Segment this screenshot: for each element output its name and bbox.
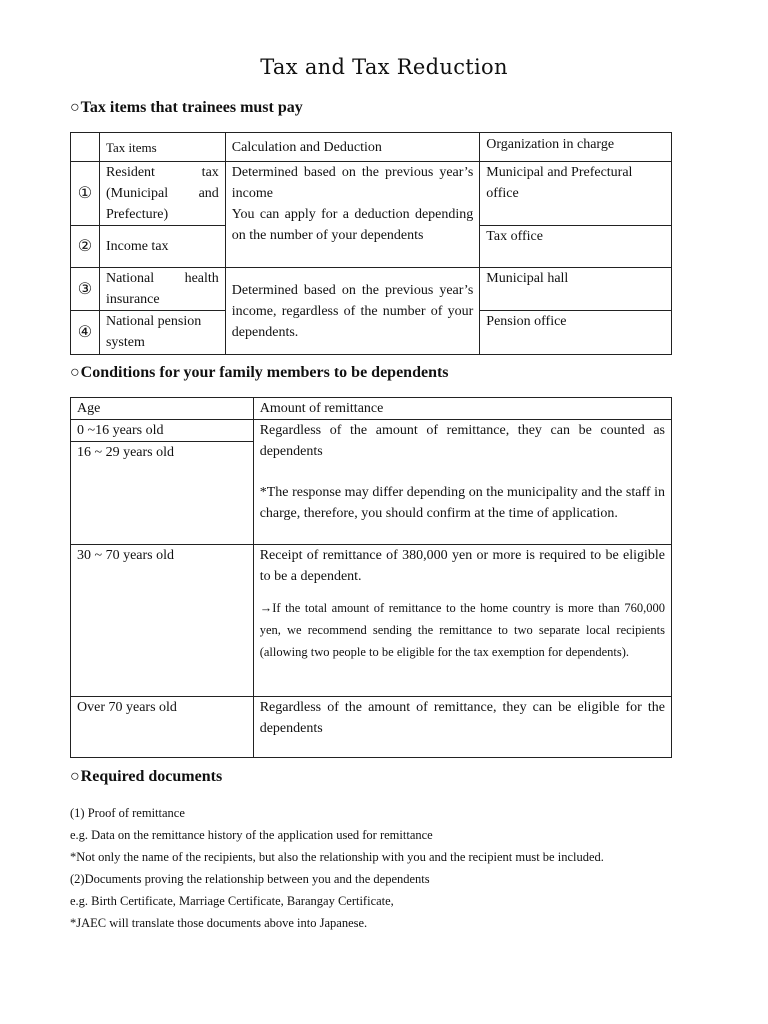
header-cell-empty xyxy=(71,133,100,162)
list-item: *JAEC will translate those documents above into Japanese. xyxy=(70,916,368,930)
header-cell-tax-items: Tax items xyxy=(99,133,225,162)
tax-item-cell: Income tax xyxy=(99,226,225,268)
organization-cell: Municipal hall xyxy=(480,268,672,311)
circle-bullet-icon: ○ xyxy=(70,364,80,381)
list-item: e.g. Data on the remittance history of the application used for remittance xyxy=(70,828,433,842)
header-cell-age: Age xyxy=(71,398,254,420)
header-cell-organization: Organization in charge xyxy=(480,133,672,162)
list-item: e.g. Birth Certificate, Marriage Certificate, Barangay Certificate, xyxy=(70,894,394,908)
organization-cell: Municipal and Prefectural office xyxy=(480,162,672,226)
circle-bullet-icon: ○ xyxy=(70,768,80,785)
list-item: (2)Documents proving the relationship between you and the dependents xyxy=(70,872,430,886)
section-heading-text: Tax items that trainees must pay xyxy=(80,99,303,116)
remittance-note: →If the total amount of remittance to the home country is more than 760,000 yen, we recommend sending the remittance to two separate local recipients (allowing two people to be eligible for the tax exemption for dependents). xyxy=(259,601,665,659)
table-row xyxy=(71,697,672,758)
organization-cell: Tax office xyxy=(480,226,672,268)
table-row xyxy=(71,545,672,697)
row-number: ① xyxy=(71,162,100,226)
table-header-row xyxy=(71,398,672,420)
remittance-cell: Regardless of the amount of remittance, they can be eligible for the dependents xyxy=(253,697,671,758)
organization-cell: Pension office xyxy=(480,311,672,355)
section-heading-documents xyxy=(70,768,222,786)
calculation-cell: Determined based on the previous year’s income You can apply for a deduction depending on the number of your dependents xyxy=(225,162,479,268)
tax-item-cell: National pension system xyxy=(99,311,225,355)
circle-bullet-icon: ○ xyxy=(70,99,80,116)
section-heading-dependents xyxy=(70,364,449,382)
list-item: (1) Proof of remittance xyxy=(70,806,185,820)
remittance-text: Receipt of remittance of 380,000 yen or more is required to be eligible to be a dependent. xyxy=(259,548,665,584)
calculation-cell: Determined based on the previous year’s income, regardless of the number of your dependents. xyxy=(225,268,479,355)
tax-item-cell: National health insurance xyxy=(99,268,225,311)
required-documents-list xyxy=(70,802,710,934)
age-cell: 16 ~ 29 years old xyxy=(71,442,254,545)
row-number: ③ xyxy=(71,268,100,311)
age-cell: 30 ~ 70 years old xyxy=(71,545,254,697)
list-item: *Not only the name of the recipients, but also the relationship with you and the recipient must be included. xyxy=(70,850,604,864)
table-row xyxy=(71,420,672,442)
page-title: Tax and Tax Reduction xyxy=(260,55,508,79)
table-row xyxy=(71,162,672,226)
tax-item-cell: Resident tax (Municipal and Prefecture) xyxy=(99,162,225,226)
header-cell-remittance: Amount of remittance xyxy=(253,398,671,420)
table-row xyxy=(71,268,672,311)
age-cell: 0 ~16 years old xyxy=(71,420,254,442)
table-header-row xyxy=(71,133,672,162)
remittance-cell xyxy=(253,420,671,545)
dependents-table xyxy=(70,397,672,758)
section-heading-text: Conditions for your family members to be dependents xyxy=(80,364,449,381)
remittance-note: *The response may differ depending on the municipality and the staff in charge, therefore, you should confirm at the time of application. xyxy=(259,485,665,521)
header-cell-calculation: Calculation and Deduction xyxy=(225,133,479,162)
remittance-cell xyxy=(253,545,671,697)
tax-items-table xyxy=(70,132,672,355)
section-heading-text: Required documents xyxy=(80,768,223,785)
row-number: ④ xyxy=(71,311,100,355)
age-cell: Over 70 years old xyxy=(71,697,254,758)
section-heading-taxes xyxy=(70,99,303,117)
row-number: ② xyxy=(71,226,100,268)
remittance-text: Regardless of the amount of remittance, they can be counted as dependents xyxy=(259,423,665,459)
